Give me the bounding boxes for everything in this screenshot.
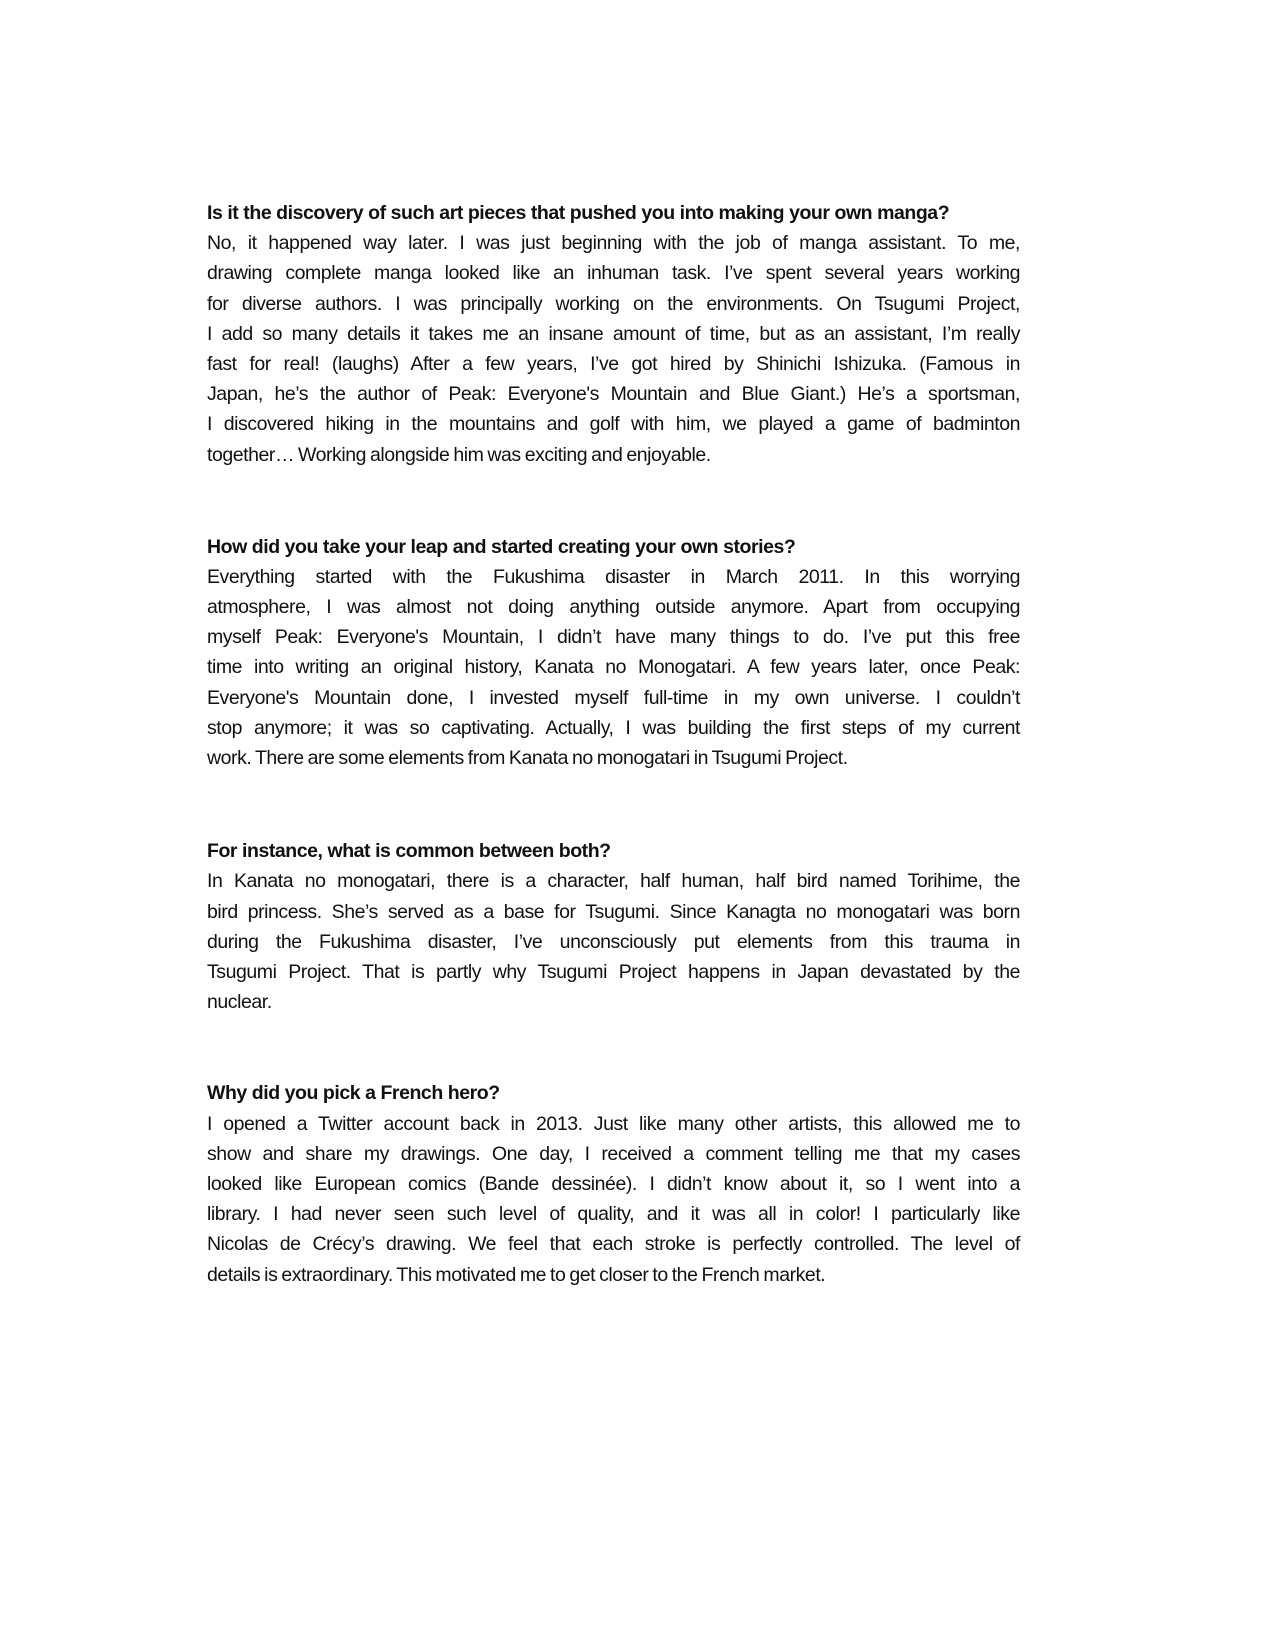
- answer-line: stop anymore; it was so captivating. Actually, I was building the first steps of my current: [207, 716, 1020, 739]
- qa-section: [207, 1078, 1020, 1289]
- question-heading: For instance, what is common between both?: [207, 840, 611, 863]
- answer-paragraph: [207, 562, 1020, 773]
- answer-line: Japan, he’s the author of Peak: Everyone's Mountain and Blue Giant.) He’s a sportsman,: [207, 383, 1020, 406]
- section-spacer: [207, 1017, 1020, 1078]
- answer-line: Everything started with the Fukushima disaster in March 2011. In this worrying: [207, 565, 1020, 588]
- answer-paragraph: [207, 866, 1020, 1017]
- answer-line: details is extraordinary. This motivated me to get closer to the French market.: [207, 1263, 826, 1286]
- answer-line: bird princess. She’s served as a base for Tsugumi. Since Kanagta no monogatari was born: [207, 900, 1020, 923]
- answer-line: Tsugumi Project. That is partly why Tsugumi Project happens in Japan devastated by the: [207, 960, 1020, 983]
- answer-line: work. There are some elements from Kanata no monogatari in Tsugumi Project.: [207, 747, 848, 770]
- answer-paragraph: [207, 1109, 1020, 1290]
- answer-line: myself Peak: Everyone's Mountain, I didn’t have many things to do. I’ve put this free: [207, 626, 1020, 649]
- qa-section: [207, 836, 1020, 1017]
- answer-line: drawing complete manga looked like an inhuman task. I’ve spent several years working: [207, 262, 1020, 285]
- qa-section: [207, 532, 1020, 774]
- answer-line: I add so many details it takes me an insane amount of time, but as an assistant, I’m really: [207, 322, 1020, 345]
- answer-line: I discovered hiking in the mountains and golf with him, we played a game of badminton: [207, 413, 1020, 436]
- section-spacer: [207, 470, 1020, 532]
- answer-line: library. I had never seen such level of quality, and it was all in color! I particularly like: [207, 1203, 1020, 1226]
- answer-line: atmosphere, I was almost not doing anything outside anymore. Apart from occupying: [207, 596, 1020, 619]
- qa-section: [207, 198, 1020, 470]
- question-heading: How did you take your leap and started creating your own stories?: [207, 535, 796, 558]
- answer-line: time into writing an original history, Kanata no Monogatari. A few years later, once Peak:: [207, 656, 1020, 679]
- answer-line: for diverse authors. I was principally working on the environments. On Tsugumi Project,: [207, 292, 1020, 315]
- question-heading: Is it the discovery of such art pieces that pushed you into making your own manga?: [207, 202, 950, 224]
- section-spacer: [207, 773, 1020, 836]
- answer-line: during the Fukushima disaster, I’ve unconsciously put elements from this trauma in: [207, 930, 1020, 953]
- answer-line: together… Working alongside him was exciting and enjoyable.: [207, 443, 711, 466]
- answer-paragraph: [207, 228, 1020, 470]
- answer-line: fast for real! (laughs) After a few years, I’ve got hired by Shinichi Ishizuka. (Famous in: [207, 352, 1020, 375]
- answer-line: looked like European comics (Bande dessinée). I didn’t know about it, so I went into a: [207, 1172, 1020, 1195]
- answer-line: nuclear.: [207, 991, 272, 1014]
- document-page: [207, 198, 1020, 1290]
- answer-line: Nicolas de Crécy’s drawing. We feel that each stroke is perfectly controlled. The level of: [207, 1233, 1020, 1256]
- answer-line: In Kanata no monogatari, there is a character, half human, half bird named Torihime, the: [207, 870, 1020, 893]
- answer-line: I opened a Twitter account back in 2013. Just like many other artists, this allowed me to: [207, 1112, 1020, 1135]
- answer-line: Everyone's Mountain done, I invested myself full-time in my own universe. I couldn’t: [207, 686, 1020, 709]
- answer-line: show and share my drawings. One day, I received a comment telling me that my cases: [207, 1142, 1020, 1165]
- answer-line: No, it happened way later. I was just beginning with the job of manga assistant. To me,: [207, 232, 1020, 255]
- question-heading: Why did you pick a French hero?: [207, 1082, 500, 1105]
